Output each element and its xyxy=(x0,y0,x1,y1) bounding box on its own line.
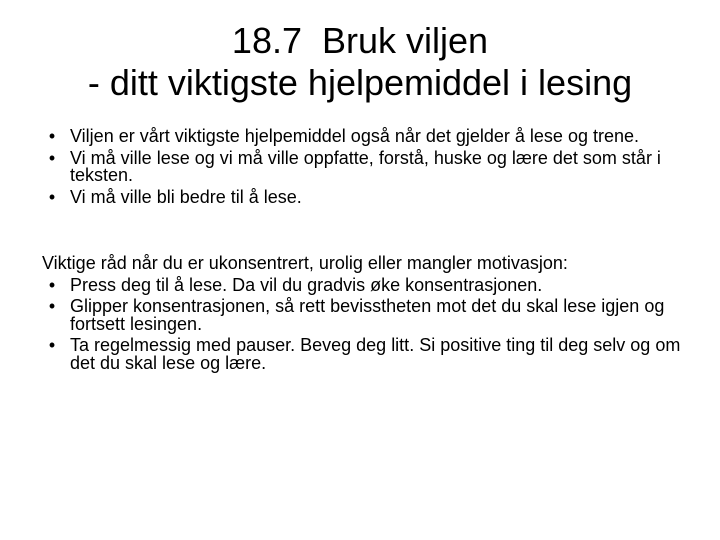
title-line-2: - ditt viktigste hjelpemiddel i lesing xyxy=(87,62,633,103)
bullet-text: Press deg til å lese. Da vil du gradvis øke konsentrasjonen. xyxy=(70,274,543,295)
advice-lead: Viktige råd når du er ukonsentrert, urolig eller mangler motivasjon: xyxy=(42,253,568,273)
bullet-list-2 xyxy=(42,274,692,373)
bullet-text: Ta regelmessig med pauser. Beveg deg litt. Si positive ting til deg selv og om det du skal lese og lære. xyxy=(70,335,681,373)
bullet-icon: • xyxy=(48,186,56,207)
bullet-item xyxy=(42,298,692,333)
bullet-icon: • xyxy=(48,296,56,316)
bullet-text: Vi må ville bli bedre til å lese. xyxy=(70,186,302,207)
bullet-text: Viljen er vårt viktigste hjelpemiddel også når det gjelder å lese og trene. xyxy=(70,126,639,146)
bullet-item xyxy=(42,186,692,207)
bullet-text: Vi må ville lese og vi må ville oppfatte, forstå, huske og lære det som står i teksten. xyxy=(70,147,661,185)
bullet-item xyxy=(42,147,692,185)
slide-title xyxy=(20,20,700,104)
bullet-list-1 xyxy=(42,128,692,206)
slide-body xyxy=(42,128,692,376)
bullet-icon: • xyxy=(48,147,56,168)
bullet-item xyxy=(42,337,692,372)
bullet-icon: • xyxy=(48,335,56,355)
bullet-item xyxy=(42,274,692,295)
section-spacer xyxy=(42,210,692,255)
bullet-icon: • xyxy=(48,126,56,146)
title-line-1: 18.7 Bruk viljen xyxy=(231,20,489,61)
bullet-icon: • xyxy=(48,274,56,295)
bullet-item xyxy=(42,128,692,146)
bullet-text: Glipper konsentrasjonen, så rett bevisstheten mot det du skal lese igjen og fortsett lesingen. xyxy=(70,296,665,334)
